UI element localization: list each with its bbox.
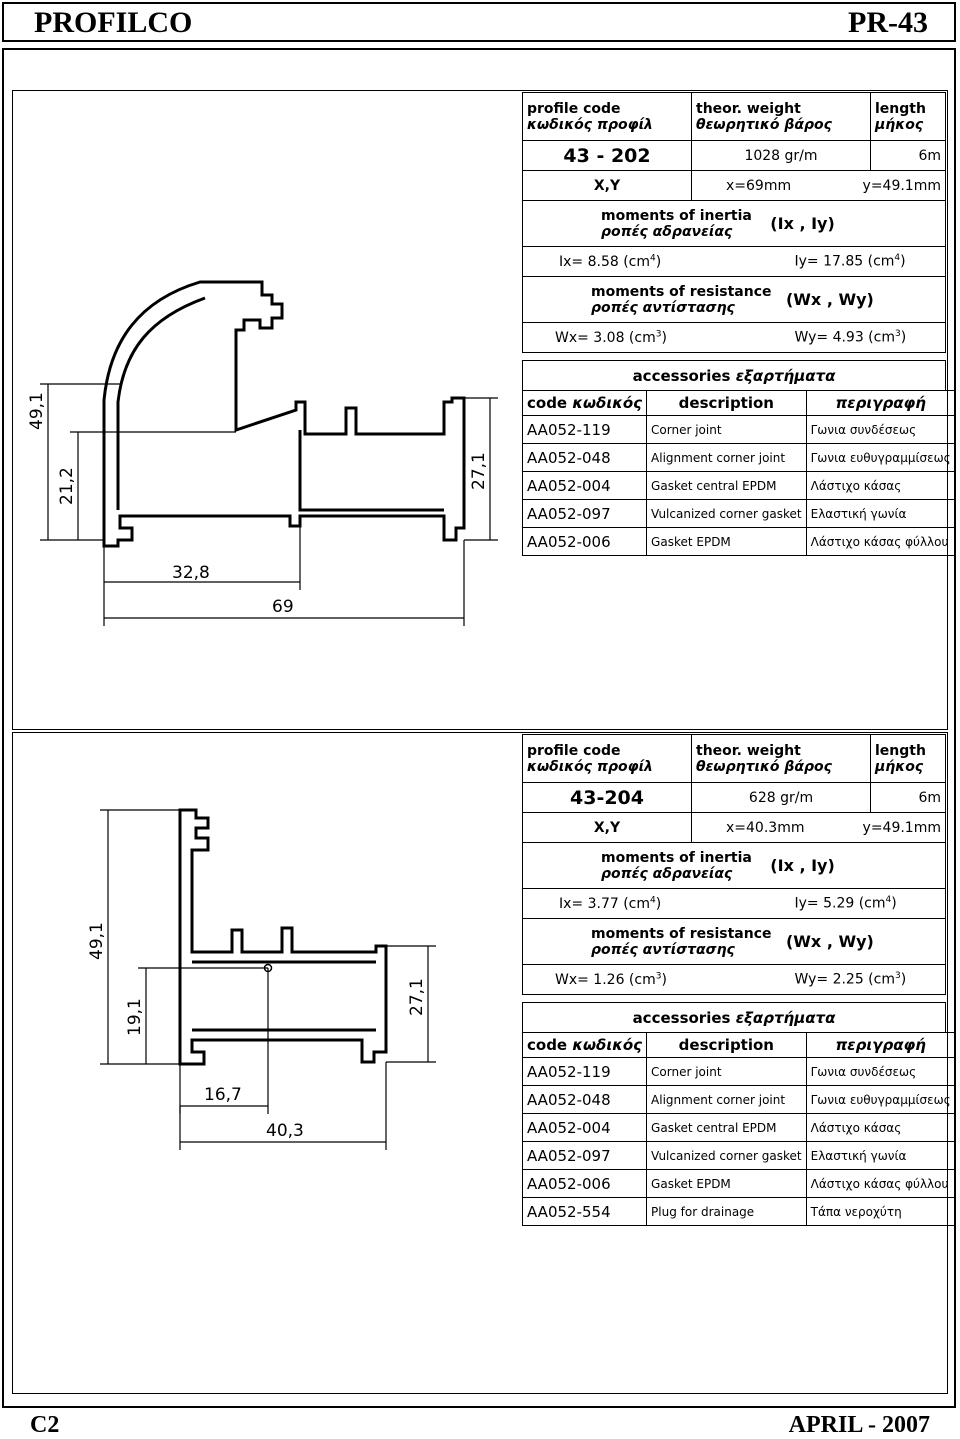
dim-height-right-1: 27,1 — [469, 452, 489, 490]
accessories-table-2: code κωδικός description περιγραφή AA052-119 Corner joint Γωνια συνδέσεως AA052-048 Alignment corner joint Γωνια ευθυγραμμίσεως AA052-004 Gasket central EPDM Λάστιχο κάσας AA052-097 Vulcanized corner gasket Ελαστική γωνία AA052-006 Gasket EPDM Λάστιχο κάσας φύλλου AA052-554 Plug for drainage Τάπα νεροχύτη — [522, 1032, 956, 1226]
accessory-desc: Gasket EPDM — [647, 1170, 807, 1198]
accessory-desc-gr: Ελαστική γωνία — [806, 500, 955, 528]
dim-width-inner-1: 32,8 — [172, 563, 210, 583]
accessory-code: AA052-554 — [523, 1198, 647, 1226]
brand-title: PROFILCO — [34, 6, 193, 39]
accessory-desc: Vulcanized corner gasket — [647, 500, 807, 528]
accessory-code: AA052-048 — [523, 444, 647, 472]
accessory-code: AA052-004 — [523, 472, 647, 500]
accessory-desc-gr: Τάπα νεροχύτη — [806, 1198, 955, 1226]
footer-page: C2 — [30, 1412, 60, 1438]
accessory-desc-gr: Γωνια συνδέσεως — [806, 416, 955, 444]
accessory-code: AA052-097 — [523, 500, 647, 528]
accessory-desc-gr: Γωνια ευθυγραμμίσεως — [806, 444, 955, 472]
accessory-desc-gr: Ελαστική γωνία — [806, 1142, 955, 1170]
dim-width-total-1: 69 — [272, 597, 294, 617]
accessory-desc: Alignment corner joint — [647, 1086, 807, 1114]
profile-section-1 — [104, 282, 464, 546]
dim-height-total-1: 49,1 — [27, 392, 47, 430]
accessories-caption-1: accessories εξαρτήματα — [522, 360, 946, 390]
accessory-code: AA052-006 — [523, 1170, 647, 1198]
accessory-desc: Corner joint — [647, 1058, 807, 1086]
accessory-code: AA052-119 — [523, 1058, 647, 1086]
dim-height-right-2: 27,1 — [407, 978, 427, 1016]
dim-height-total-2: 49,1 — [87, 922, 107, 960]
dim-height-mid-1: 21,2 — [57, 467, 77, 505]
accessory-code: AA052-119 — [523, 416, 647, 444]
series-code: PR-43 — [848, 6, 928, 39]
profile-section-2 — [180, 810, 386, 1064]
accessory-desc: Plug for drainage — [647, 1198, 807, 1226]
spec-table-2: profile code κωδικός προφίλ theor. weight θεωρητικό βάρος length μήκος 43-204 628 gr/m 6m X,Y x=40.3mm y=49.1mm moments of inertia ροπές αδρανείας (Ix , Iy) Ix= 3.77 $(cm^4)$ Iy= 5.29 $(cm^4)$ moments of resistance ροπές αντίστασης (Wx , Wy) Wx= 1.26 $(cm^3)$ Wy= 2.25 $(cm^3)$ — [522, 734, 946, 995]
accessory-desc-gr: Λάστιχο κάσας — [806, 472, 955, 500]
dim-height-mid-2: 19,1 — [125, 998, 145, 1036]
accessory-desc: Gasket central EPDM — [647, 472, 807, 500]
accessory-desc: Alignment corner joint — [647, 444, 807, 472]
accessories-table-1: code κωδικός description περιγραφή AA052-119 Corner joint Γωνια συνδέσεως AA052-048 Alignment corner joint Γωνια ευθυγραμμίσεως AA052-004 Gasket central EPDM Λάστιχο κάσας AA052-097 Vulcanized corner gasket Ελαστική γωνία AA052-006 Gasket EPDM Λάστιχο κάσας φύλλου — [522, 390, 956, 556]
accessory-code: AA052-006 — [523, 528, 647, 556]
accessory-desc: Vulcanized corner gasket — [647, 1142, 807, 1170]
profile-code-1: 43 - 202 — [523, 141, 692, 171]
accessory-desc-gr: Λάστιχο κάσας φύλλου — [806, 528, 955, 556]
accessory-code: AA052-097 — [523, 1142, 647, 1170]
accessory-desc-gr: Λάστιχο κάσας φύλλου — [806, 1170, 955, 1198]
accessory-desc: Gasket EPDM — [647, 528, 807, 556]
accessories-caption-2: accessories εξαρτήματα — [522, 1002, 946, 1032]
accessory-desc-gr: Λάστιχο κάσας — [806, 1114, 955, 1142]
accessory-code: AA052-004 — [523, 1114, 647, 1142]
accessory-desc: Gasket central EPDM — [647, 1114, 807, 1142]
dim-width-total-2: 40,3 — [266, 1121, 304, 1141]
profile-code-2: 43-204 — [523, 783, 692, 813]
footer-date: APRIL - 2007 — [788, 1412, 930, 1438]
accessory-desc: Corner joint — [647, 416, 807, 444]
accessory-desc-gr: Γωνια συνδέσεως — [806, 1058, 955, 1086]
dim-width-inner-2: 16,7 — [204, 1085, 242, 1105]
accessory-code: AA052-048 — [523, 1086, 647, 1114]
spec-table-1: profile code κωδικός προφίλ theor. weight θεωρητικό βάρος length μήκος 43 - 202 1028 gr/m 6m X,Y x=69mm y=49.1mm moments of inertia ροπές αδρανείας (Ix , Iy) Ix= 8.58 $(cm^4)$ Iy= 17.85 $(cm^4)$ moments of resistance ροπές αντίστασης (Wx , Wy) Wx= 3.08 $(cm^3)$ Wy= 4.93 $(cm^3)$ — [522, 92, 946, 353]
accessory-desc-gr: Γωνια ευθυγραμμίσεως — [806, 1086, 955, 1114]
